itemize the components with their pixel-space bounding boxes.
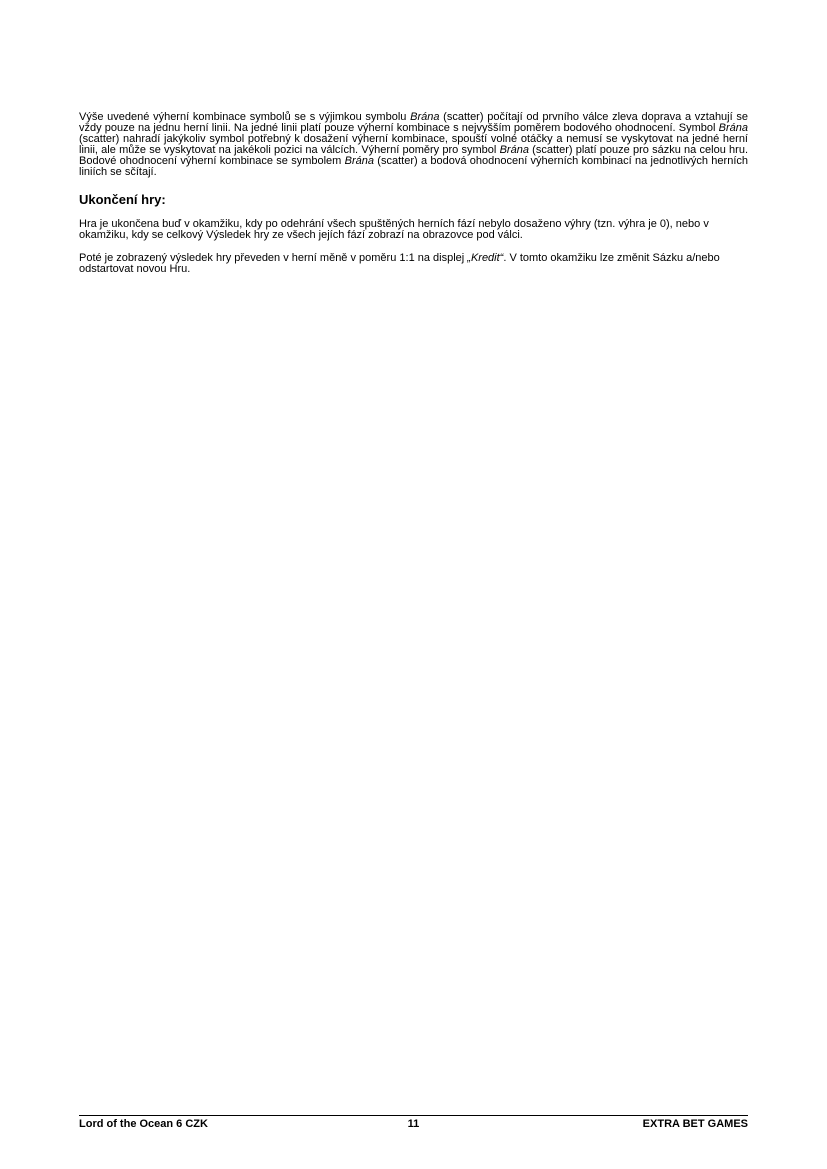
symbol-name: Brána — [718, 122, 748, 134]
text: Výše uvedené výherní kombinace symbolů se s výjimkou symbolu — [79, 111, 411, 123]
display-name: „Kredit“ — [467, 252, 504, 264]
paragraph-game-end: Hra je ukončena buď v okamžiku, kdy po odehrání všech spuštěných herních fází nebylo dosaženo výhry (tzn. výhra je 0), nebo v okamžiku, kdy se celkový Výsledek hry ze všech jejích fází zobrazí na obrazovce pod válci. — [79, 218, 709, 241]
text: . V tomto okamžiku lze změnit Sázku a/nebo odstartovat novou Hru. — [79, 252, 720, 275]
paragraph-symbol-rules — [79, 112, 748, 178]
footer-document-title: Lord of the Ocean 6 CZK — [79, 1118, 208, 1130]
text: (scatter) počítají od prvního válce zleva doprava a vztahují se vždy pouze na jednu herní linii. Na jedné linii platí pouze výherní kombinace s nejvyšším poměrem bodového ohodnocení. Symbol — [79, 111, 749, 134]
text: (scatter) a bodová ohodnocení výherních kombinací na jednotlivých herních liniích se sčítají. — [79, 155, 748, 178]
symbol-name: Brána — [499, 144, 529, 156]
text: (scatter) nahradí jakýkoliv symbol potřebný k dosažení výherní kombinace, spouští volné otáčky a nemusí se vyskytovat na jedné herní linii, ale může se vyskytovat na jakékoli pozici na válcích. Výherní poměry pro symbol — [79, 133, 748, 156]
footer-company: EXTRA BET GAMES — [642, 1118, 748, 1130]
document-body — [79, 112, 748, 275]
symbol-name: Brána — [410, 111, 440, 123]
text: Poté je zobrazený výsledek hry převeden v herní měně v poměru 1:1 na displej — [79, 252, 468, 264]
paragraph-credit — [79, 253, 748, 275]
page-footer — [79, 1115, 748, 1131]
text: (scatter) platí pouze pro sázku na celou hru. Bodové ohodnocení výherní kombinace se symbolem — [79, 144, 748, 167]
footer-page-number: 11 — [407, 1118, 420, 1130]
section-heading: Ukončení hry: — [79, 192, 166, 207]
symbol-name: Brána — [344, 155, 374, 167]
